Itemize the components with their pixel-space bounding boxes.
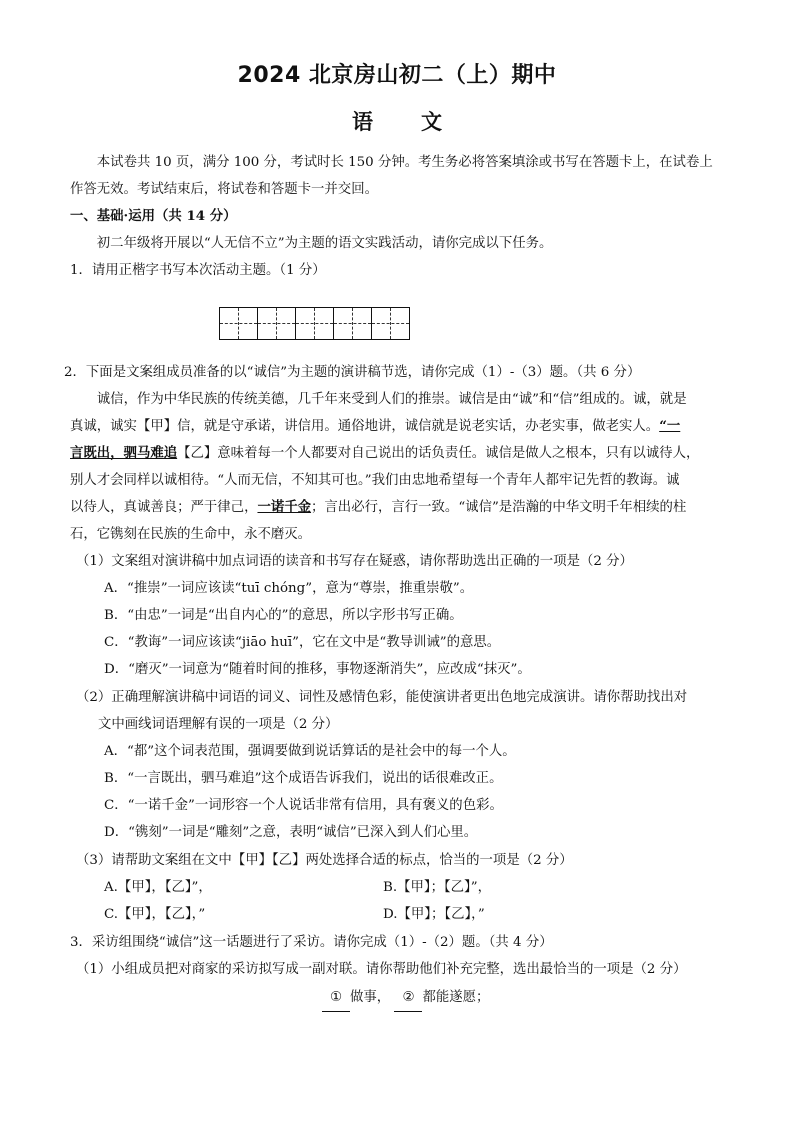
q2-sub1-option-a[interactable]: A．“推崇”一词应该读“tuī chóng”，意为“尊崇，推重崇敬”。 — [104, 581, 474, 596]
section-heading: 一、基础·运用（共 14 分） — [70, 208, 237, 224]
q2-sub2-line-2: 文中画线词语理解有误的一项是（2 分） — [98, 717, 339, 732]
grid-cell[interactable] — [296, 308, 334, 339]
q2-sub1-option-c[interactable]: C．“教诲”一词应该读“jiāo huī”，它在文中是“教导训诫”的意思。 — [104, 635, 501, 650]
couplet-mid-text: 做事， — [350, 990, 391, 1005]
grid-cell[interactable] — [258, 308, 296, 339]
q2-sub3: （3）请帮助文案组在文中【甲】【乙】两处选择合适的标点，恰当的一项是（2 分） — [76, 853, 573, 868]
question-3: 3．采访组围绕“诚信”这一话题进行了采访。请你完成（1）-（2）题。（共 4 分） — [70, 935, 553, 950]
grid-cell[interactable] — [334, 308, 372, 339]
underlined-idiom-2: 一诺千金 — [257, 499, 312, 515]
q2-sub2-option-a[interactable]: A．“都”这个词表范围，强调要做到说话算话的是社会中的每一个人。 — [104, 744, 516, 759]
subject-heading — [0, 106, 794, 136]
q2-sub2-option-c[interactable]: C．“一诺千金”一词形容一个人说话非常有信用，具有褒义的色彩。 — [104, 798, 503, 813]
q2-sub2-option-b[interactable]: B．“一言既出，驷马难追”这个成语告诉我们，说出的话很难改正。 — [104, 771, 503, 786]
couplet-end-text: 都能遂愿； — [422, 990, 490, 1005]
q3-sub1: （1）小组成员把对商家的采访拟写成一副对联。请你帮助他们补充完整，选出最恰当的一项是（2 分） — [76, 962, 687, 977]
q2-sub1-option-d[interactable]: D．“磨灭”一词意为“随着时间的推移，事物逐渐消失”，应改成“抹灭”。 — [104, 662, 531, 677]
passage-line-1: 诚信，作为中华民族的传统美德，几千年来受到人们的推崇。诚信是由“诚”和“信”组成的。诚，就是 — [96, 392, 687, 407]
intro-line-1: 本试卷共 10 页，满分 100 分，考试时长 150 分钟。考生务必将答案填涂或书写在答题卡上，在试卷上 — [96, 155, 713, 170]
subject-char-1: 语 — [352, 110, 373, 134]
passage-line-2-text: 真诚，诚实【甲】信，就是守承诺，讲信用。通俗地讲，诚信就是说老实话，办老实事，做老实人。 — [70, 419, 660, 434]
passage-line-3 — [70, 440, 726, 467]
q2-sub1: （1）文案组对演讲稿中加点词语的读音和书写存在疑惑，请你帮助选出正确的一项是（2 分） — [76, 554, 633, 569]
passage-line-3-text: 【乙】意味着每一个人都要对自己说出的话负责任。诚信是做人之根本，只有以诚待人， — [177, 446, 700, 461]
q2-sub2-option-d[interactable]: D．“镌刻”一词是“雕刻”之意，表明“诚信”已深入到人们心里。 — [104, 825, 478, 840]
grid-cell[interactable] — [220, 308, 258, 339]
passage-line-4: 别人才会同样以诚相待。“人而无信，不知其可也。”我们由忠地希望每一个青年人都牢记先哲的教诲。诚 — [70, 473, 680, 488]
writing-grid[interactable] — [219, 307, 410, 340]
section-task: 初二年级将开展以“人无信不立”为主题的语文实践活动，请你完成以下任务。 — [96, 236, 553, 251]
passage-line-5-text-a: 以待人，真诚善良；严于律己， — [70, 500, 258, 515]
subject-char-2: 文 — [421, 110, 442, 134]
passage-line-2 — [70, 413, 726, 440]
q2-sub3-option-d[interactable]: D.【甲】；【乙】，” — [383, 907, 485, 922]
grid-cell[interactable] — [372, 308, 409, 339]
q2-sub1-option-b[interactable]: B．“由忠”一词是“出自内心的”的意思，所以字形书写正确。 — [104, 608, 463, 623]
passage-line-5 — [70, 494, 726, 521]
q2-sub3-option-c[interactable]: C.【甲】，【乙】，” — [104, 907, 206, 922]
underlined-phrase: “一 — [659, 418, 681, 434]
underlined-idiom: 言既出，驷马难追 — [70, 445, 178, 461]
couplet-blank-1[interactable]: ① — [322, 984, 350, 1012]
intro-line-2: 作答无效。考试结束后，将试卷和答题卡一并交回。 — [70, 182, 378, 197]
question-2: 2．下面是文案组成员准备的以“诚信”为主题的演讲稿节选，请你完成（1）-（3）题。（共 6 分） — [64, 365, 641, 380]
couplet-line — [322, 984, 489, 1012]
question-1: 1．请用正楷字书写本次活动主题。（1 分） — [70, 263, 326, 278]
q2-sub3-option-a[interactable]: A.【甲】，【乙】”， — [104, 880, 212, 895]
q2-sub3-option-b[interactable]: B.【甲】；【乙】”， — [383, 880, 491, 895]
q2-sub2-line-1: （2）正确理解演讲稿中词语的词义、词性及感情色彩，能使演讲者更出色地完成演讲。请你帮助找出对 — [76, 690, 688, 705]
couplet-blank-2[interactable]: ② — [394, 984, 422, 1012]
page-title: 2024 北京房山初二（上）期中 — [237, 63, 557, 88]
passage-line-6: 石，它镌刻在民族的生命中，永不磨灭。 — [70, 527, 312, 542]
passage-line-5-text-b: ；言出必行，言行一致。“诚信”是浩瀚的中华文明千年相续的柱 — [311, 500, 687, 515]
